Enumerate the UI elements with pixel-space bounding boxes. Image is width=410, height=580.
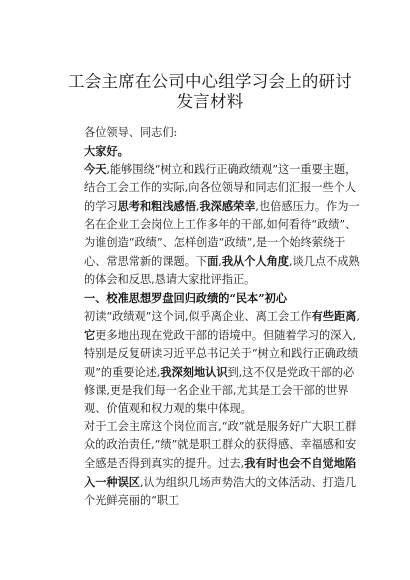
text-run: 我从个人角度	[221, 254, 289, 268]
greeting-line: 各位领导、同志们:	[84, 126, 178, 139]
section-paragraph-2	[60, 418, 360, 510]
text-run: ,认为组织几场声势浩大的文体活动、打造几个光鲜亮丽的“职工	[84, 476, 357, 507]
text-run: 我深刻地认识	[160, 365, 228, 379]
text-run: ,	[356, 310, 360, 323]
text-run: ,也倍感压力。作为一名在企业工会岗位上工作多年的干部,如何看待“政绩”、为谁创造“政绩”、怎样创造“政绩”,是一个始终萦绕于心、常思常新的课题。下	[84, 200, 360, 268]
text-run: 面	[207, 254, 219, 268]
text-run: ,	[195, 200, 200, 213]
text-run: 我有时也会不自觉地陷入一种误区	[84, 456, 357, 489]
text-run: 对于工会主席这个岗位而言,“政”就是服务好广大职工群众的政治责任,“绩”就是职工群众的获得感、幸福感和安全感是否得到真实的提升。过去,	[84, 420, 357, 470]
text-run: ,能够围绕“树立和践行正确政绩观”这一重要主题，结合工会工作的实际,向各位领导和同志们汇报一些个人的学习	[84, 163, 357, 213]
text-run: 它	[84, 328, 96, 342]
text-run: 有些距离	[311, 309, 357, 323]
section-paragraphs	[60, 307, 360, 510]
text-run: 我深感荣幸	[199, 199, 256, 213]
text-run: ,	[218, 255, 222, 268]
section-paragraph-1	[60, 307, 360, 418]
section-title: 一、校准思想罗盘回归政绩的“民本”初心	[84, 291, 288, 305]
opening-line: 大家好。	[84, 144, 129, 158]
document-page	[60, 72, 360, 510]
intro-paragraph-1	[60, 160, 360, 289]
text-run: 思考和粗浅感悟	[117, 199, 196, 213]
intro-paragraphs	[60, 160, 360, 289]
text-run: 到,这不仅是党政干部的必修课,更是我们每一名企业干部,尤其是工会干部的世界观、价值观和权力观的集中体现。	[84, 366, 355, 415]
document-title: 工会主席在公司中心组学习会上的研讨发言材料	[68, 72, 352, 111]
text-run: 初读“政绩观”这个词,似乎离企业、离工会工作	[84, 310, 312, 323]
text-run: ,谈几点不成熟的体会和反思,恳请大家批评指正。	[84, 255, 360, 286]
text-run: 更多地出现在党政干部的语境中。但随着学习的深入,特别是反复研读习近平总书记关于“树立和践行正确政绩观”的重要论述,	[84, 329, 359, 379]
text-run: 今天	[84, 162, 107, 176]
